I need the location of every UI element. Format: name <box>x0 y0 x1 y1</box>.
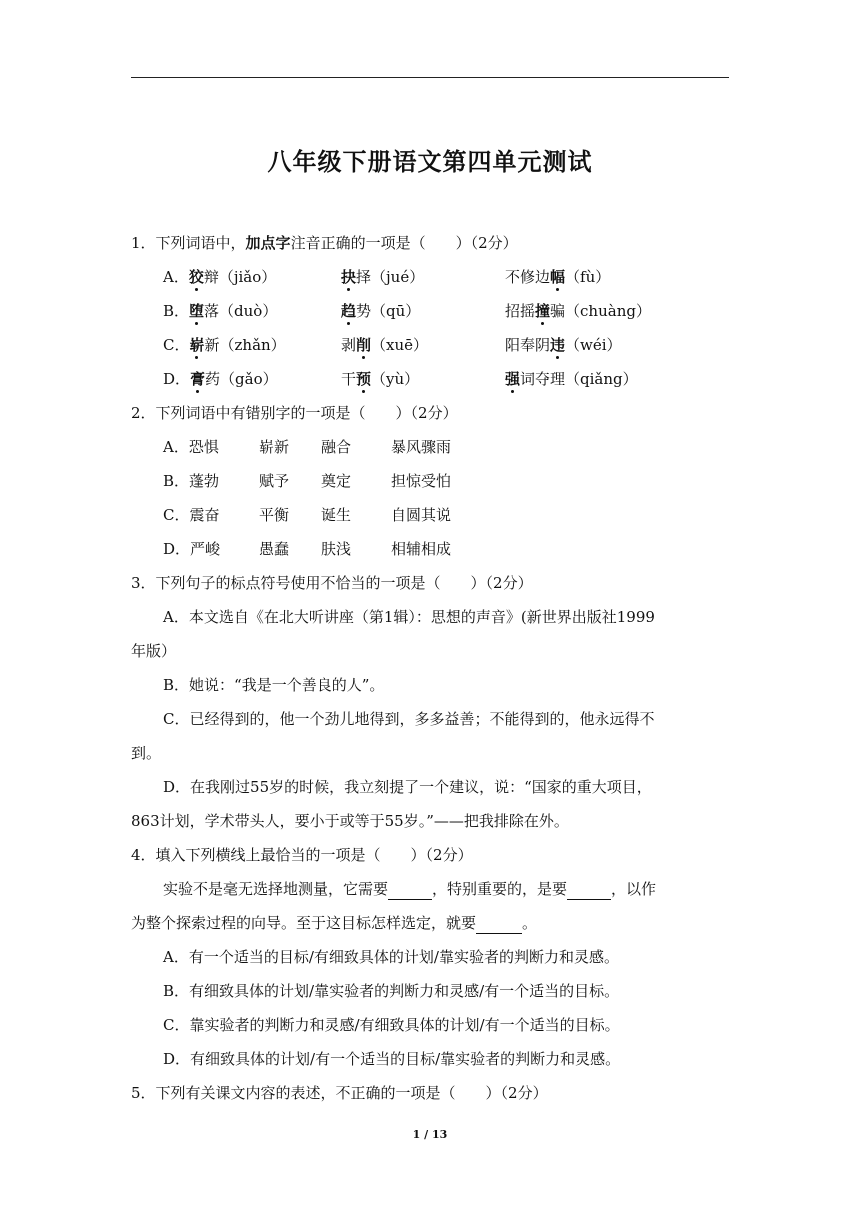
q1-option-a: A．狡辩（jiǎo） 抉择（jué） 不修边幅（fù） <box>131 260 729 294</box>
q3-option-c-line2: 到。 <box>131 744 162 762</box>
q3-option-d-line1: D．在我刚过55岁的时候，我立刻提了一个建议，说：“国家的重大项目， <box>163 778 652 796</box>
q4-option-c: C．靠实验者的判断力和灵感/有细致具体的计划/有一个适当的目标。 <box>163 1016 620 1034</box>
fill-blank-1 <box>388 879 432 900</box>
q3-option-a-line1: A．本文选自《在北大听讲座（第1辑）：思想的声音》(新世界出版社1999 <box>163 608 655 626</box>
q1-option-c: C．崭新（zhǎn） 剥削（xuē） 阳奉阴违（wéi） <box>131 328 729 362</box>
header-rule <box>131 77 729 78</box>
q3-option-b: B．她说：“我是一个善良的人”。 <box>163 676 385 694</box>
q1-option-d: D．膏药（gǎo） 干预（yù） 强词夺理（qiǎng） <box>131 362 729 396</box>
page-number: 1 / 13 <box>412 1128 448 1141</box>
question-3-stem: 3．下列句子的标点符号使用不恰当的一项是（ ）（2分） <box>131 574 533 592</box>
dotted-char: 预 <box>356 362 371 396</box>
q4-passage-line1: 实验不是毫无选择地测量，它需要 ，特别重要的，是要 ，以作 <box>163 880 657 898</box>
dotted-char: 狡 <box>189 260 204 294</box>
fill-blank-2 <box>567 879 611 900</box>
dotted-char: 膏 <box>190 362 205 396</box>
q2-option-c: C．震奋 平衡 诞生 自圆其说 <box>163 506 452 524</box>
q2-option-b: B．蓬勃 赋予 奠定 担惊受怕 <box>163 472 452 490</box>
dotted-char: 幅 <box>550 260 565 294</box>
q4-passage-line2: 为整个探索过程的向导。至于这目标怎样选定，就要 。 <box>131 914 538 932</box>
emphasis-text: 加点字 <box>245 234 291 252</box>
question-5-stem: 5．下列有关课文内容的表述，不正确的一项是（ ）（2分） <box>131 1084 548 1102</box>
q2-option-d: D．严峻 愚蠢 肤浅 相辅相成 <box>163 540 452 558</box>
dotted-char: 堕 <box>189 294 204 328</box>
exam-content <box>131 226 729 1110</box>
dotted-char: 撞 <box>535 294 550 328</box>
dotted-char: 违 <box>550 328 565 362</box>
q3-option-a-line2: 年版） <box>131 642 177 660</box>
q1-option-b: B．堕落（duò） 趋势（qū） 招摇撞骗（chuàng） <box>131 294 729 328</box>
question-4-stem: 4．填入下列横线上最恰当的一项是（ ）（2分） <box>131 846 473 864</box>
fill-blank-3 <box>476 913 522 934</box>
dotted-char: 削 <box>356 328 371 362</box>
q4-option-d: D．有细致具体的计划/有一个适当的目标/靠实验者的判断力和灵感。 <box>163 1050 621 1068</box>
q3-option-d-line2: 863计划，学术带头人，要小于或等于55岁。”——把我排除在外。 <box>131 812 569 830</box>
q4-option-a: A．有一个适当的目标/有细致具体的计划/靠实验者的判断力和灵感。 <box>163 948 619 966</box>
dotted-char: 趋 <box>341 294 356 328</box>
q3-option-c-line1: C．已经得到的，他一个劲儿地得到，多多益善；不能得到的，他永远得不 <box>163 710 655 728</box>
question-2-stem: 2．下列词语中有错别字的一项是（ ）（2分） <box>131 404 458 422</box>
page-title: 八年级下册语文第四单元测试 <box>267 148 593 176</box>
q4-option-b: B．有细致具体的计划/靠实验者的判断力和灵感/有一个适当的目标。 <box>163 982 620 1000</box>
dotted-char: 抉 <box>341 260 356 294</box>
q2-option-a: A．恐惧 崭新 融合 暴风骤雨 <box>163 438 452 456</box>
question-1-stem: 1．下列词语中，加点字注音正确的一项是（ ）（2分） <box>131 234 518 252</box>
dotted-char: 强 <box>505 362 520 396</box>
dotted-char: 崭 <box>189 328 204 362</box>
